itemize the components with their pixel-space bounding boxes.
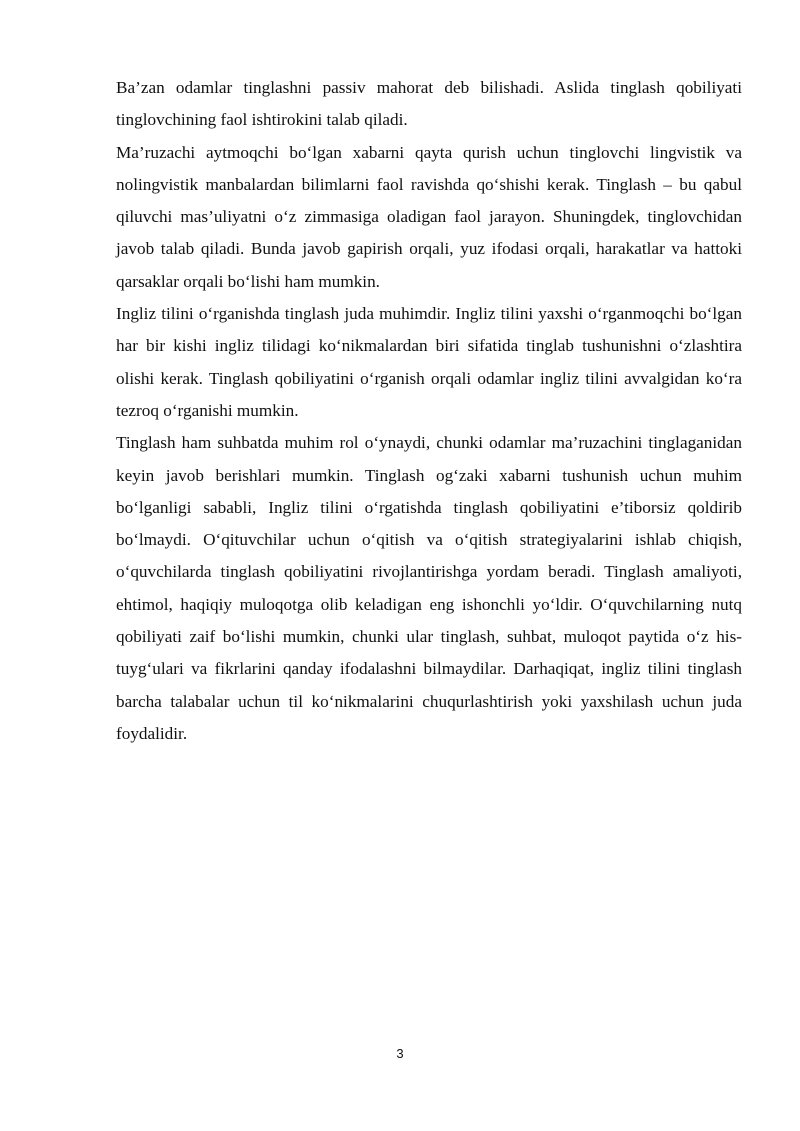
paragraph-4: Tinglash ham suhbatda muhim rol o‘ynaydi, chunki odamlar ma’ruzachini tinglaganidan keyin javob berishlari mumkin. Tinglash og‘zaki xabarni tushunish uchun muhim bo‘lganligi sababli, Ingliz tilini o‘rgatishda tinglash qobiliyatini e’tiborsiz qoldirib bo‘lmaydi. O‘qituvchilar uchun o‘qitish va o‘qitish strategiyalarini ishlab chiqish, o‘quvchilarda tinglash qobiliyatini rivojlantirishga yordam beradi. Tinglash amaliyoti, ehtimol, haqiqiy muloqotga olib keladigan eng ishonchli yo‘ldir. O‘quvchilarning nutq qobiliyati zaif bo‘lishi mumkin, chunki ular tinglash, suhbat, muloqot paytida o‘z his-tuyg‘ulari va fikrlarini qanday ifodalashni bilmaydilar. Darhaqiqat, ingliz tilini tinglash barcha talabalar uchun til ko‘nikmalarini chuqurlashtirish yoki yaxshilash uchun juda foydalidir. (116, 433, 742, 743)
paragraph-3: Ingliz tilini o‘rganishda tinglash juda muhimdir. Ingliz tilini yaxshi o‘rganmoqchi bo‘lgan har bir kishi ingliz tilidagi ko‘nikmalardan biri sifatida tinglab tushunishni o‘zlashtira olishi kerak. Tinglash qobiliyatini o‘rganish orqali odamlar ingliz tilini avvalgidan ko‘ra tezroq o‘rganishi mumkin. (116, 304, 742, 420)
paragraph-1: Ba’zan odamlar tinglashni passiv mahorat deb bilishadi. Aslida tinglash qobiliyati tinglovchining faol ishtirokini talab qiladi. (116, 78, 742, 130)
paragraph-2: Ma’ruzachi aytmoqchi bo‘lgan xabarni qayta qurish uchun tinglovchi lingvistik va nolingvistik manbalardan bilimlarni faol ravishda qo‘shishi kerak. Tinglash – bu qabul qiluvchi mas’uliyatni o‘z zimmasiga oladigan faol jarayon. Shuningdek, tinglovchidan javob talab qiladi. Bunda javob gapirish orqali, yuz ifodasi orqali, harakatlar va hattoki qarsaklar orqali bo‘lishi ham mumkin. (116, 142, 742, 291)
page-number: 3 (396, 1046, 404, 1061)
body-text (116, 72, 742, 750)
